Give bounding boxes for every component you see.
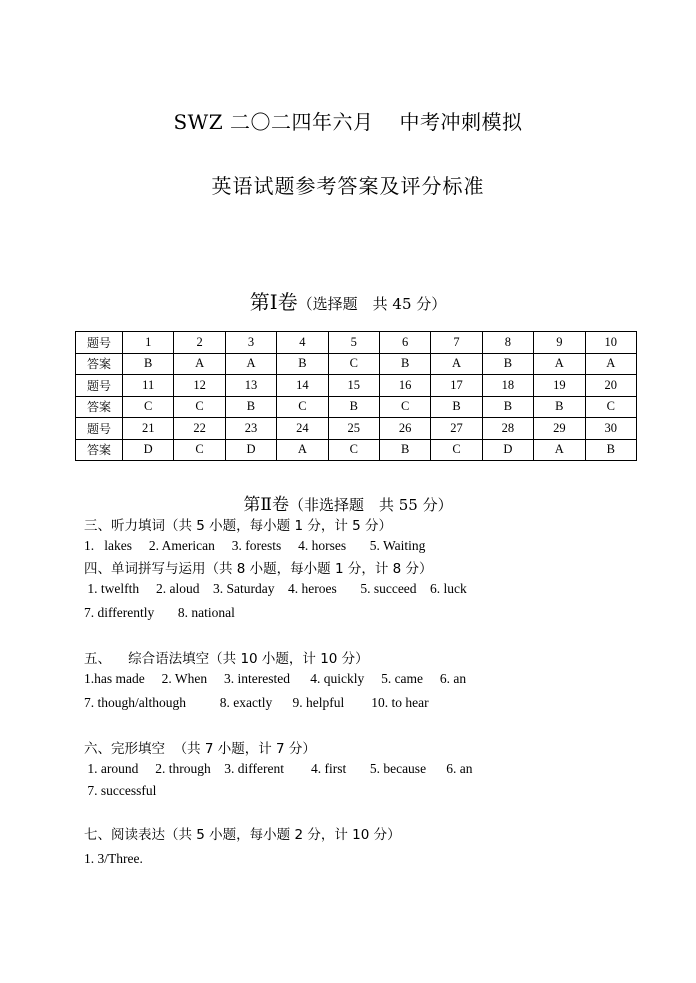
answer-cell: A	[534, 439, 585, 461]
row-label: 题号	[76, 332, 123, 354]
question-number-cell: 12	[174, 375, 225, 397]
answer-cell: B	[482, 396, 533, 418]
question-number-cell: 5	[328, 332, 379, 354]
question-number-cell: 17	[431, 375, 482, 397]
question-number-cell: 20	[585, 375, 636, 397]
section-reading-heading: 七、阅读表达（共 5 小题，每小题 2 分，计 10 分）	[84, 827, 401, 843]
answer-cell: C	[585, 396, 636, 418]
answer-cell: C	[328, 439, 379, 461]
question-number-cell: 11	[123, 375, 174, 397]
question-number-cell: 14	[277, 375, 328, 397]
row-label: 答案	[76, 353, 123, 375]
title-year-part: SWZ 二〇二四年六月	[173, 110, 374, 134]
answer-cell: A	[585, 353, 636, 375]
answer-row	[76, 353, 637, 375]
question-number-cell: 28	[482, 418, 533, 440]
answer-cell: B	[225, 396, 276, 418]
question-number-cell: 4	[277, 332, 328, 354]
question-number-row	[76, 375, 637, 397]
part1-note: （选择题 共 45 分）	[297, 295, 447, 313]
document-title	[0, 106, 696, 135]
answer-cell: D	[123, 439, 174, 461]
answer-cell: A	[534, 353, 585, 375]
question-number-cell: 18	[482, 375, 533, 397]
answer-cell: A	[277, 439, 328, 461]
answer-cell: A	[225, 353, 276, 375]
question-number-cell: 24	[277, 418, 328, 440]
answer-cell: B	[585, 439, 636, 461]
section-spelling-answers-line2: 7. differently 8. national	[84, 605, 235, 620]
answer-cell: D	[482, 439, 533, 461]
answer-row	[76, 439, 637, 461]
section-grammar-heading: 五、 综合语法填空（共 10 小题，计 10 分）	[84, 651, 369, 667]
part2-heading	[0, 490, 696, 515]
answer-cell: B	[431, 396, 482, 418]
question-number-cell: 25	[328, 418, 379, 440]
part1-title: 第Ⅰ卷	[249, 290, 298, 314]
answer-cell: C	[431, 439, 482, 461]
answer-row	[76, 396, 637, 418]
question-number-cell: 13	[225, 375, 276, 397]
question-number-cell: 9	[534, 332, 585, 354]
section-reading-answers: 1. 3/Three.	[84, 851, 143, 866]
question-number-cell: 27	[431, 418, 482, 440]
answer-cell: D	[225, 439, 276, 461]
answer-cell: A	[431, 353, 482, 375]
question-number-cell: 1	[123, 332, 174, 354]
part1-heading	[0, 286, 696, 315]
row-label: 答案	[76, 439, 123, 461]
section-listening-heading: 三、听力填词（共 5 小题，每小题 1 分，计 5 分）	[84, 518, 393, 534]
answer-cell: C	[277, 396, 328, 418]
section-cloze-answers-line1: 1. around 2. through 3. different 4. first 5. because 6. an	[84, 761, 473, 776]
question-number-cell: 16	[379, 375, 430, 397]
section-cloze-heading: 六、完形填空 （共 7 小题，计 7 分）	[84, 741, 316, 757]
document-subtitle: 英语试题参考答案及评分标准	[211, 174, 485, 198]
question-number-cell: 26	[379, 418, 430, 440]
section-listening-answers: 1. lakes 2. American 3. forests 4. horses 5. Waiting	[84, 538, 426, 553]
part2-title: 第Ⅱ卷	[243, 495, 289, 515]
question-number-cell: 29	[534, 418, 585, 440]
section-spelling-answers-line1: 1. twelfth 2. aloud 3. Saturday 4. heroes 5. succeed 6. luck	[84, 581, 467, 596]
question-number-cell: 30	[585, 418, 636, 440]
answer-table	[75, 331, 637, 461]
section-spelling-heading: 四、单词拼写与运用（共 8 小题，每小题 1 分，计 8 分）	[84, 561, 433, 577]
question-number-cell: 10	[585, 332, 636, 354]
row-label: 题号	[76, 375, 123, 397]
answer-cell: C	[174, 396, 225, 418]
question-number-row	[76, 418, 637, 440]
question-number-cell: 6	[379, 332, 430, 354]
row-label: 题号	[76, 418, 123, 440]
section-cloze-answers-line2: 7. successful	[84, 783, 157, 798]
answer-cell: B	[123, 353, 174, 375]
question-number-cell: 23	[225, 418, 276, 440]
question-number-cell: 22	[174, 418, 225, 440]
title-exam-part: 中考冲刺模拟	[399, 110, 523, 134]
answer-cell: C	[328, 353, 379, 375]
question-number-cell: 7	[431, 332, 482, 354]
question-number-cell: 8	[482, 332, 533, 354]
question-number-row	[76, 332, 637, 354]
question-number-cell: 3	[225, 332, 276, 354]
section-grammar-answers-line2: 7. though/although 8. exactly 9. helpful 10. to hear	[84, 695, 429, 710]
answer-cell: B	[482, 353, 533, 375]
question-number-cell: 21	[123, 418, 174, 440]
part2-note: （非选择题 共 55 分）	[288, 496, 453, 514]
answer-cell: A	[174, 353, 225, 375]
answer-cell: B	[379, 439, 430, 461]
answer-cell: B	[277, 353, 328, 375]
answer-cell: B	[379, 353, 430, 375]
answer-cell: C	[174, 439, 225, 461]
question-number-cell: 2	[174, 332, 225, 354]
section-grammar-answers-line1: 1.has made 2. When 3. interested 4. quickly 5. came 6. an	[84, 671, 467, 686]
question-number-cell: 15	[328, 375, 379, 397]
answer-cell: C	[379, 396, 430, 418]
answer-cell: B	[534, 396, 585, 418]
row-label: 答案	[76, 396, 123, 418]
question-number-cell: 19	[534, 375, 585, 397]
answer-cell: B	[328, 396, 379, 418]
answer-cell: C	[123, 396, 174, 418]
